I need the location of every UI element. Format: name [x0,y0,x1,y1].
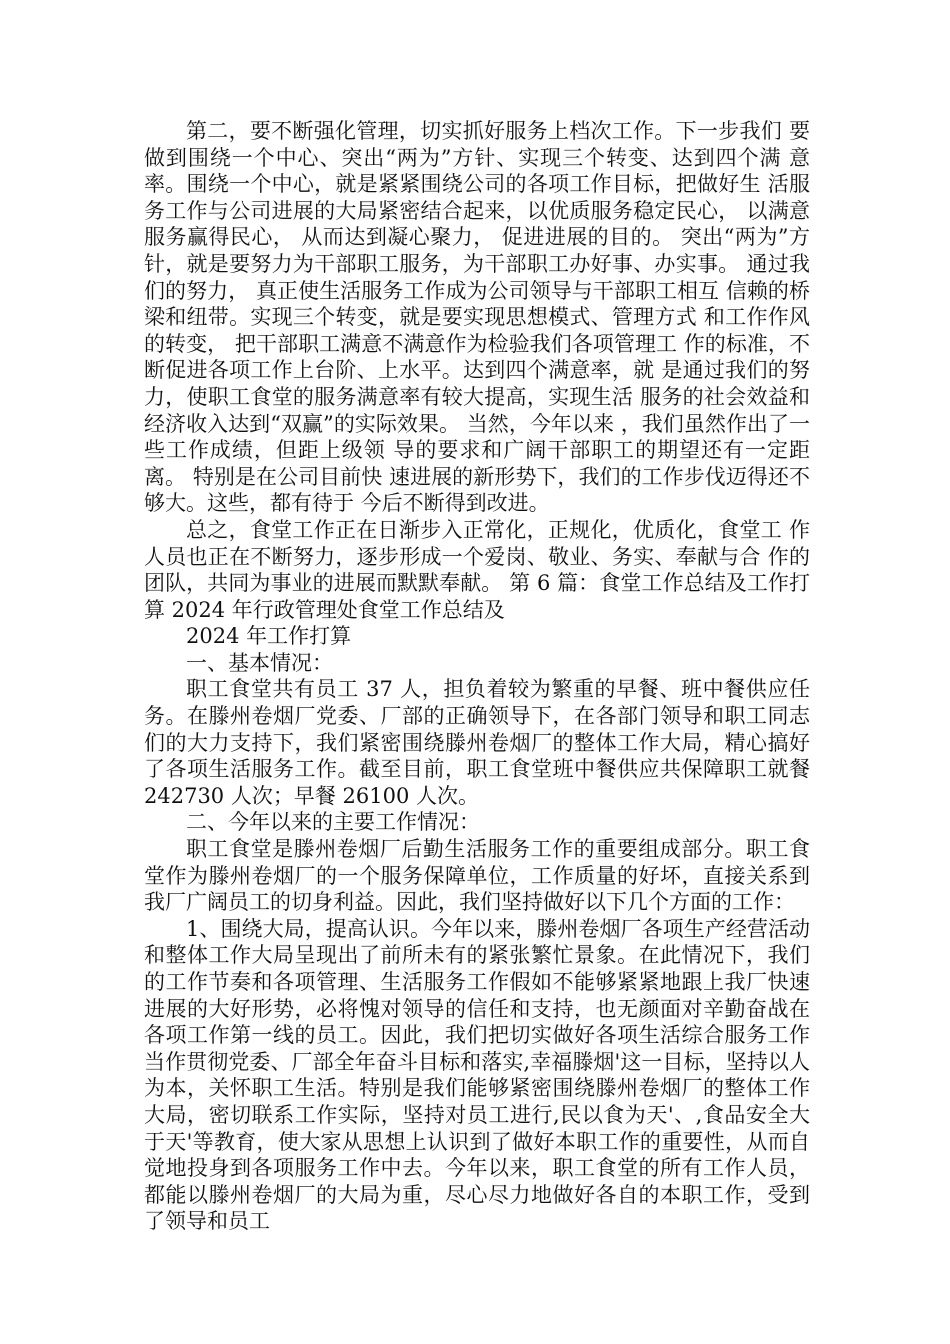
paragraph-overall-situation: 1、围绕大局，提高认识。今年以来，滕州卷烟厂各项生产经营活动和整体工作大局呈现出了前所未有的紧张繁忙景象。在此情况下，我们的工作节奏和各项管理、生活服务工作假如不能够紧紧地跟上我厂快速进展的大好形势，必将愧对领导的信任和支持，也无颜面对辛勤奋战在各项工作第一线的员工。因此，我们把切实做好各项生活综合服务工作当作贯彻党委、厂部全年奋斗目标和落实,幸福滕烟'这一目标，坚持以人为本，关怀职工生活。特别是我们能够紧密围绕滕州卷烟厂的整体工作大局，密切联系工作实际，坚持对员工进行,民以食为天'、,食品安全大于天'等教育，使大家从思想上认识到了做好本职工作的重要性，从而自觉地投身到各项服务工作中去。今年以来，职工食堂的所有工作人员，都能以滕州卷烟厂的大局为重，尽心尽力地做好各自的本职工作，受到了领导和员工 [144,916,810,1234]
heading-basic-situation: 一、基本情况： [186,650,333,675]
paragraph-basic-situation: 职工食堂共有员工 37 人，担负着较为繁重的早餐、班中餐供应任务。在滕州卷烟厂党委、厂部的正确领导下，在各部门领导和职工同志们的大力支持下，我们紧密围绕滕州卷烟厂的整体工作大局，精心搞好了各项生活服务工作。截至目前，职工食堂班中餐供应共保障职工就餐 242730 人次；早餐 26100 人次。 [144,677,810,808]
paragraph-main-work-intro: 职工食堂是滕州卷烟厂后勤生活服务工作的重要组成部分。职工食堂作为滕州卷烟厂的一个服务保障单位，工作质量的好坏，直接关系到我厂广阔员工的切身利益。因此，我们坚持做好以下几个方面的工作： [144,837,810,915]
document-body [144,118,810,1235]
heading-main-work: 二、今年以来的主要工作情况： [186,810,480,835]
paragraph-management: 第二，要不断强化管理，切实抓好服务上档次工作。下一步我们 要做到围绕一个中心、突出“两为”方针、实现三个转变、达到四个满 意率。围绕一个中心，就是紧紧围绕公司的各项工作目标，把做好生 活服务工作与公司进展的大局紧密结合起来，以优质服务稳定民心， 以满意服务赢得民心， 从而达到凝心聚力， 促进进展的目的。 突出“两为”方针，就是要努力为干部职工服务，为干部职工办好事、办实事。 通过我们的努力， 真正使生活服务工作成为公司领导与干部职工相互 信赖的桥梁和纽带。实现三个转变，就是要实现思想模式、管理方式 和工作作风的转变， 把干部职工满意不满意作为检验我们各项管理工 作的标准，不断促进各项工作上台阶、上水平。达到四个满意率，就 是通过我们的努力，使职工食堂的服务满意率有较大提高，实现生活 服务的社会效益和经济收入达到“双赢”的实际效果。 当然，今年以来 ，我们虽然作出了一些工作成绩，但距上级领 导的要求和广阔干部职工的期望还有一定距离。 特别是在公司目前快 速进展的新形势下，我们的工作步伐迈得还不够大。这些，都有待于 今后不断得到改进。 [144,119,810,516]
paragraph-summary: 总之，食堂工作正在日渐步入正常化，正规化，优质化，食堂工 作人员也正在不断努力，逐步形成一个爱岗、敬业、务实、奉献与合 作的团队，共同为事业的进展而默默奉献。 第 6 篇：食堂工作总结及工作打算 2024 年行政管理处食堂工作总结及 [144,517,810,622]
section-title-plan: 2024 年工作打算 [186,624,352,649]
